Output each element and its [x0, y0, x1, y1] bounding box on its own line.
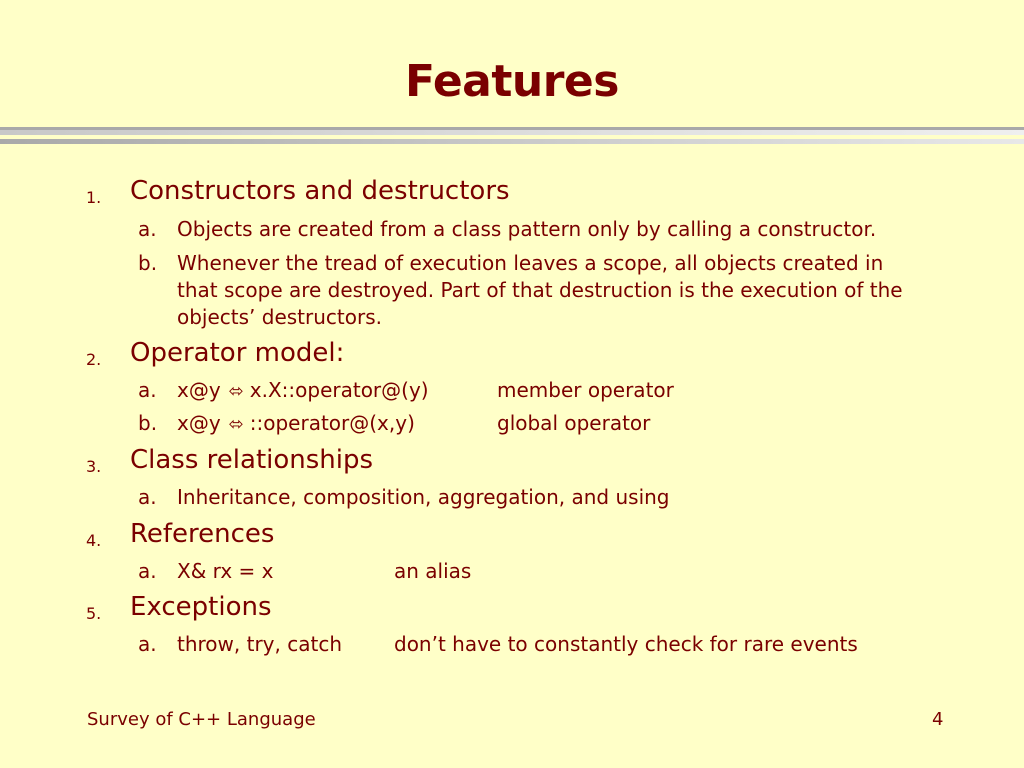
item-letter: a. [138, 632, 157, 656]
operator-expression: x@y [177, 378, 221, 402]
item-note: member operator [497, 378, 674, 402]
item-text: Inheritance, composition, aggregation, and using [177, 485, 670, 509]
item-note: an alias [394, 559, 472, 583]
section-heading: Exceptions [130, 592, 272, 622]
item-letter: b. [138, 411, 158, 435]
item-letter: b. [138, 251, 158, 275]
item-letter: a. [138, 378, 157, 402]
section-number: 1. [86, 188, 102, 207]
page-number: 4 [932, 709, 944, 730]
item-letter: a. [138, 485, 157, 509]
item-note: don’t have to constantly check for rare events [394, 632, 858, 656]
title-rule [0, 139, 1024, 144]
item-text-line: that scope are destroyed. Part of that destruction is the execution of the [177, 278, 903, 302]
item-text: Objects are created from a class pattern only by calling a constructor. [177, 217, 877, 241]
section-heading: Class relationships [130, 445, 374, 475]
section-number: 2. [86, 350, 102, 369]
item-text: X& rx = x [177, 559, 274, 583]
section-number: 4. [86, 531, 102, 550]
section-heading: References [130, 519, 275, 549]
operator-expansion: x.X::operator@(y) [249, 378, 429, 402]
item-letter: a. [138, 217, 157, 241]
section-number: 3. [86, 457, 102, 476]
item-note: global operator [497, 411, 651, 435]
section-heading: Constructors and destructors [130, 176, 510, 206]
item-text-line: objects’ destructors. [177, 305, 382, 329]
double-arrow-icon: ⬄ [228, 381, 244, 402]
operator-expression: x@y [177, 411, 221, 435]
item-text-line: Whenever the tread of execution leaves a scope, all objects created in [177, 251, 884, 275]
item-text: throw, try, catch [177, 632, 342, 656]
double-arrow-icon: ⬄ [228, 414, 244, 435]
item-text [177, 411, 415, 435]
section-number: 5. [86, 604, 102, 623]
footer-title: Survey of C++ Language [87, 709, 316, 730]
title-rule [0, 135, 1024, 137]
item-letter: a. [138, 559, 157, 583]
item-text [177, 378, 429, 402]
operator-expansion: ::operator@(x,y) [249, 411, 415, 435]
section-heading: Operator model: [130, 338, 345, 368]
slide-title: Features [405, 56, 619, 107]
